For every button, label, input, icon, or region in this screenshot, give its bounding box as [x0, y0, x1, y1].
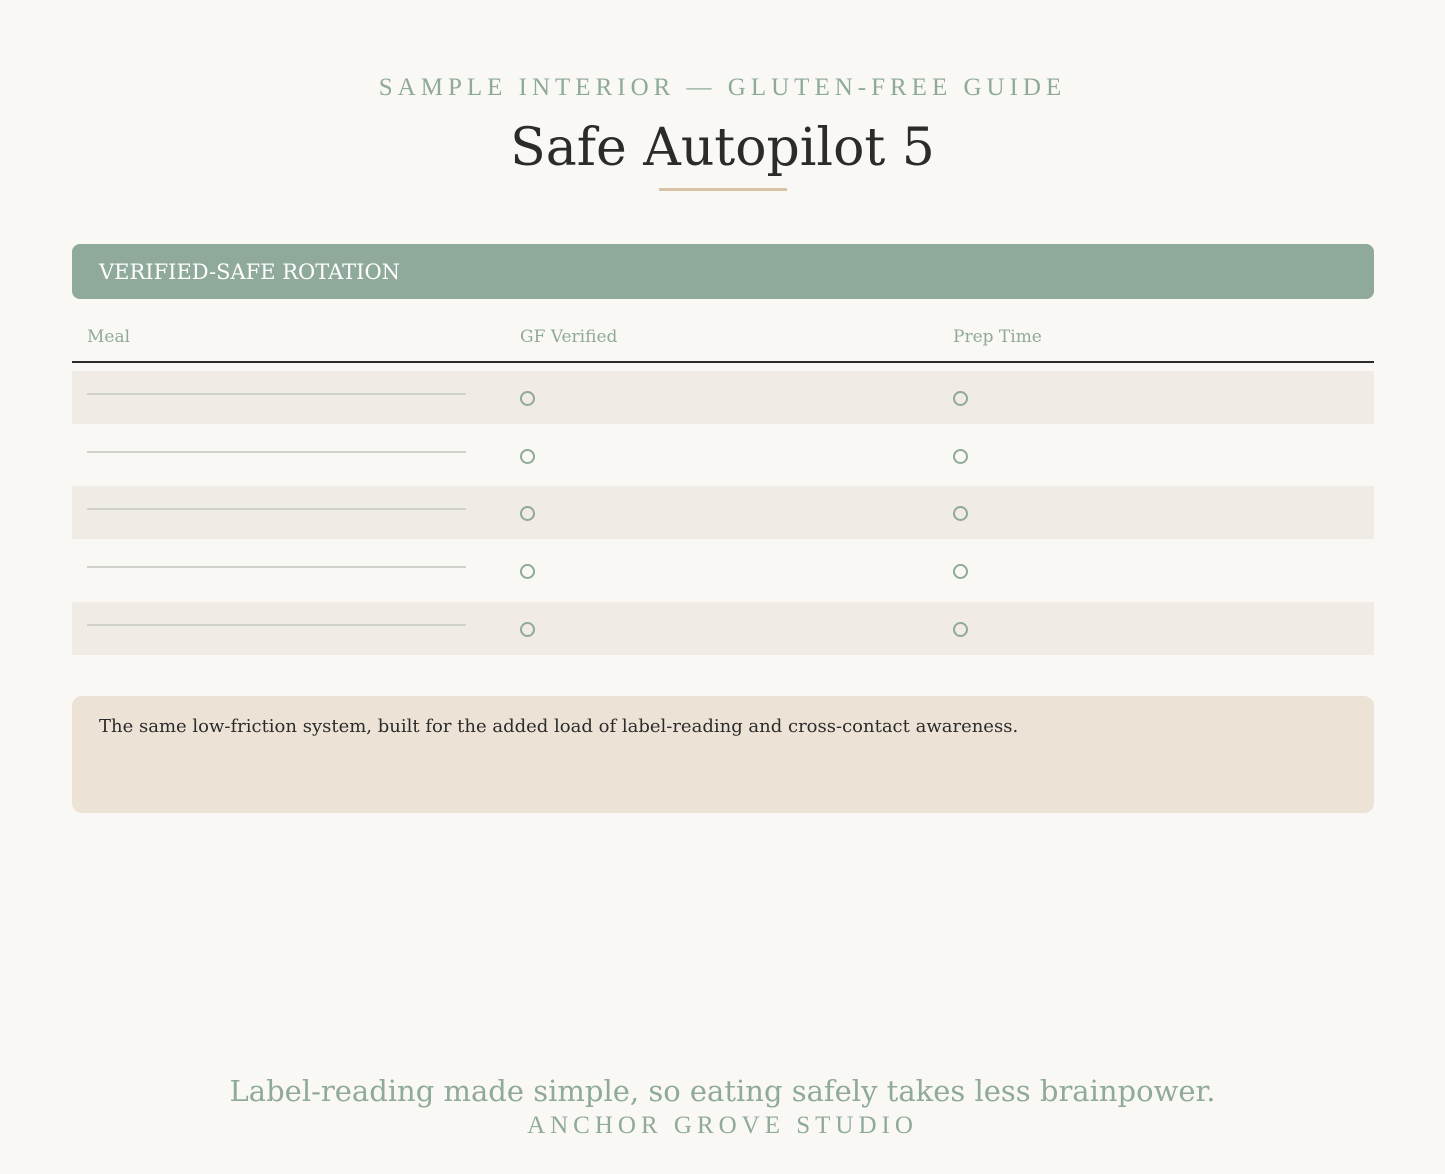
prep-time-checkbox[interactable] — [953, 391, 968, 406]
section-title: VERIFIED-SAFE ROTATION — [99, 260, 401, 284]
meal-write-line[interactable] — [87, 451, 466, 453]
column-header-gf-verified: GF Verified — [520, 327, 618, 347]
gf-verified-checkbox[interactable] — [520, 506, 535, 521]
header-divider — [72, 361, 1374, 363]
gf-verified-checkbox[interactable] — [520, 391, 535, 406]
studio-name: ANCHOR GROVE STUDIO — [527, 1112, 918, 1139]
table-row — [72, 486, 1374, 539]
gf-verified-checkbox[interactable] — [520, 622, 535, 637]
prep-time-checkbox[interactable] — [953, 449, 968, 464]
table-row — [72, 371, 1374, 424]
meal-write-line[interactable] — [87, 508, 466, 510]
title-underline — [659, 188, 787, 191]
prep-time-checkbox[interactable] — [953, 622, 968, 637]
table-row — [72, 429, 1374, 482]
note-text: The same low-friction system, built for the added load of label-reading and cross-contact awareness. — [99, 716, 1019, 737]
column-header-meal: Meal — [87, 327, 131, 347]
eyebrow-heading: SAMPLE INTERIOR — GLUTEN-FREE GUIDE — [378, 74, 1067, 101]
meal-write-line[interactable] — [87, 624, 466, 626]
prep-time-checkbox[interactable] — [953, 564, 968, 579]
section-header — [72, 244, 1374, 299]
gf-verified-checkbox[interactable] — [520, 564, 535, 579]
table-row — [72, 544, 1374, 597]
meal-write-line[interactable] — [87, 566, 466, 568]
footer-tagline: Label-reading made simple, so eating safely takes less brainpower. — [229, 1074, 1216, 1108]
note-box — [72, 696, 1374, 813]
page-title: Safe Autopilot 5 — [510, 118, 935, 178]
column-header-prep-time: Prep Time — [953, 327, 1042, 347]
table-row — [72, 602, 1374, 655]
prep-time-checkbox[interactable] — [953, 506, 968, 521]
gf-verified-checkbox[interactable] — [520, 449, 535, 464]
meal-write-line[interactable] — [87, 393, 466, 395]
